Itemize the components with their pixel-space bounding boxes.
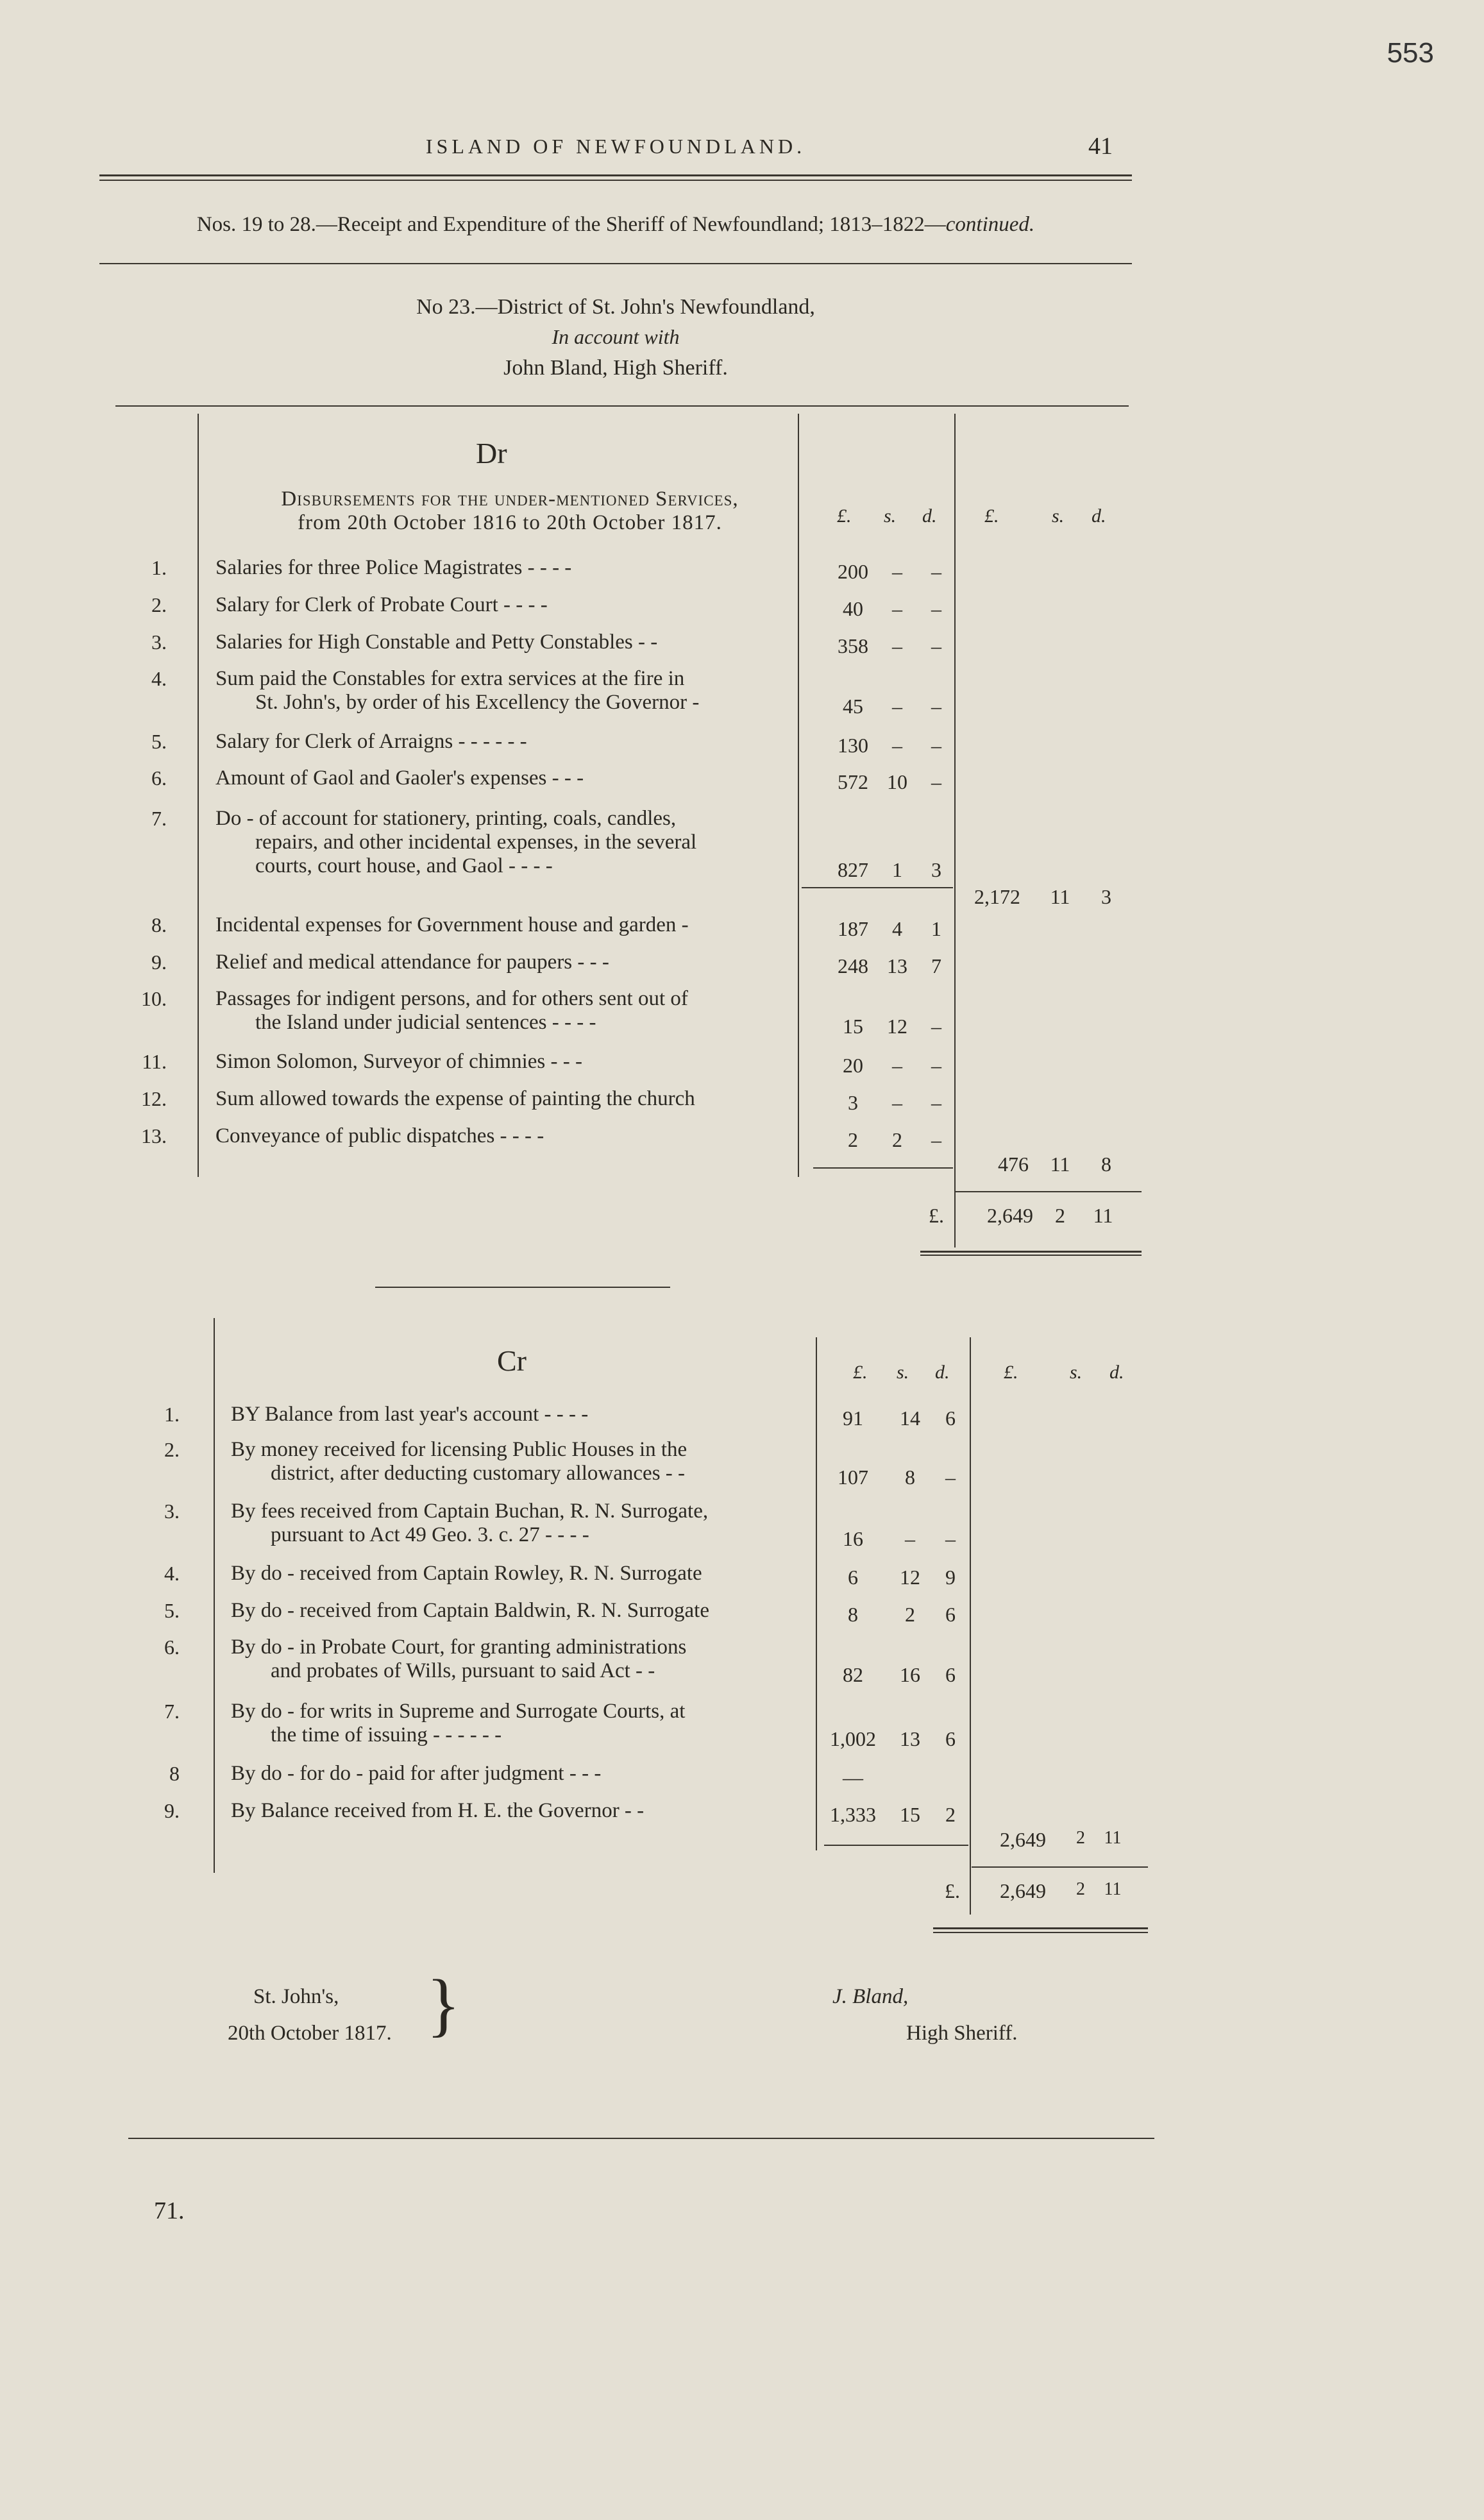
credit-row-1-description	[231, 1403, 808, 1426]
debit-desc-header-2: from 20th October 1816 to 20th October 1817.	[298, 511, 722, 534]
credit-row-6-description	[231, 1636, 808, 1683]
debit-row-2-description	[215, 593, 793, 617]
credit-row-7-line-2: the time of issuing - - - - - -	[271, 1723, 502, 1746]
credit-row-3-line-2: pursuant to Act 49 Geo. 3. c. 27 - - - -	[271, 1523, 589, 1546]
credit-row-6-s: 16	[900, 1663, 920, 1686]
credit-row-3-line-1: By fees received from Captain Buchan, R. N. Surrogate,	[231, 1500, 709, 1523]
debit-row-11-line-1: Simon Solomon, Surveyor of chimnies - - -	[215, 1050, 582, 1073]
credit-row-4-l: 6	[848, 1566, 858, 1589]
debit-row-8-d: 1	[931, 917, 941, 940]
credit-row-6-line-1: By do - in Probate Court, for granting administrations	[231, 1636, 687, 1659]
credit-row-2-number: 2.	[164, 1438, 180, 1461]
debit-col-d2: d.	[1092, 505, 1106, 527]
bottom-rule	[128, 2138, 1154, 2139]
credit-row-1-d: 6	[945, 1407, 956, 1430]
debit-total-l: 2,649	[987, 1204, 1033, 1227]
credit-row-1-l: 91	[843, 1407, 863, 1430]
credit-row-8-l: —	[843, 1766, 863, 1789]
credit-row-8-number: 8	[169, 1762, 180, 1785]
debit-row-10-number: 10.	[141, 987, 167, 1010]
debit-row-12-d: –	[931, 1091, 941, 1114]
debit-col-s: s.	[884, 505, 897, 527]
credit-row-9-l: 1,333	[830, 1803, 876, 1826]
credit-row-4-number: 4.	[164, 1562, 180, 1585]
credit-row-4-d: 9	[945, 1566, 956, 1589]
debit-vline-right	[954, 414, 956, 1247]
debit-row-2-l: 40	[843, 597, 863, 620]
debit-row-10-l: 15	[843, 1015, 863, 1038]
debit-row-2-s: –	[892, 597, 902, 620]
credit-subtotal-s: 2	[1076, 1828, 1085, 1848]
debit-row-8-description	[215, 913, 793, 937]
debit-rule-b	[813, 1167, 953, 1169]
sig-title: High Sheriff.	[906, 2022, 1018, 2045]
credit-col-s: s.	[897, 1362, 909, 1383]
debit-row-7-line-1: Do - of account for stationery, printing, coals, candles,	[215, 807, 677, 830]
debit-row-2-d: –	[931, 597, 941, 620]
credit-row-2-line-1: By money received for licensing Public Houses in the	[231, 1438, 687, 1461]
debit-row-7-l: 827	[838, 858, 868, 881]
credit-col-s2: s.	[1070, 1362, 1083, 1383]
head-rule-2	[99, 180, 1132, 181]
credit-row-1-s: 14	[900, 1407, 920, 1430]
credit-row-8-line-1: By do - for do - paid for after judgment - - -	[231, 1762, 602, 1785]
credit-row-9-line-1: By Balance received from H. E. the Governor - -	[231, 1799, 645, 1822]
account-line-3: John Bland, High Sheriff.	[503, 356, 728, 380]
debit-subtotal2-l: 476	[998, 1153, 1029, 1176]
debit-row-10-line-1: Passages for indigent persons, and for others sent out of	[215, 987, 688, 1010]
credit-row-7-number: 7.	[164, 1700, 180, 1723]
account-rule	[115, 405, 1129, 407]
credit-total-rule-2	[933, 1932, 1148, 1933]
credit-row-7-line-1: By do - for writs in Supreme and Surrogate Courts, at	[231, 1700, 686, 1723]
debit-row-5-s: –	[892, 734, 902, 757]
credit-total-l: 2,649	[1000, 1879, 1046, 1902]
debit-total-rule-1	[920, 1251, 1142, 1253]
credit-col-d2: d.	[1109, 1362, 1124, 1383]
debit-row-8-line-1: Incidental expenses for Government house and garden -	[215, 913, 689, 936]
credit-subtotal-d: 11	[1104, 1828, 1122, 1848]
credit-row-9-d: 2	[945, 1803, 956, 1826]
credit-vline-right	[970, 1337, 971, 1915]
debit-subtotal2-s: 11	[1050, 1153, 1070, 1176]
credit-row-2-line-2: district, after deducting customary allowances - -	[271, 1462, 686, 1485]
credit-row-2-s: 8	[905, 1466, 915, 1489]
credit-vline-left	[214, 1318, 215, 1873]
credit-row-5-s: 2	[905, 1603, 915, 1626]
debit-row-9-s: 13	[887, 954, 907, 977]
credit-row-7-s: 13	[900, 1727, 920, 1750]
credit-row-5-d: 6	[945, 1603, 956, 1626]
credit-row-2-d: –	[945, 1466, 956, 1489]
debit-row-2-line-1: Salary for Clerk of Probate Court - - - -	[215, 593, 548, 616]
debit-row-13-number: 13.	[141, 1124, 167, 1147]
debit-row-11-description	[215, 1050, 793, 1074]
debit-rule-c	[956, 1191, 1142, 1192]
debit-row-4-description	[215, 667, 793, 715]
credit-row-6-number: 6.	[164, 1636, 180, 1659]
credit-col-l2: £.	[1004, 1362, 1018, 1383]
debit-total-label: £.	[929, 1204, 944, 1227]
footnote-mark: 71.	[154, 2197, 185, 2224]
credit-row-3-description	[231, 1500, 808, 1547]
credit-row-3-s: –	[905, 1527, 915, 1550]
account-line-1: No 23.—District of St. John's Newfoundland,	[416, 295, 815, 319]
debit-row-6-line-1: Amount of Gaol and Gaoler's expenses - - -	[215, 766, 584, 790]
debit-row-4-s: –	[892, 695, 902, 718]
debit-row-6-number: 6.	[151, 766, 167, 790]
debit-row-9-d: 7	[931, 954, 941, 977]
table-subtitle	[96, 213, 1135, 237]
credit-row-4-s: 12	[900, 1566, 920, 1589]
head-rule-1	[99, 174, 1132, 176]
debit-row-1-l: 200	[838, 560, 868, 583]
credit-row-5-l: 8	[848, 1603, 858, 1626]
debit-row-4-d: –	[931, 695, 941, 718]
credit-rule-a	[824, 1845, 968, 1846]
debit-row-5-d: –	[931, 734, 941, 757]
debit-row-3-d: –	[931, 634, 941, 657]
debit-total-d: 11	[1093, 1204, 1113, 1227]
sig-name: J. Bland,	[832, 1985, 909, 2008]
debit-row-12-number: 12.	[141, 1087, 167, 1110]
credit-total-d: 11	[1104, 1879, 1122, 1899]
debit-row-7-s: 1	[892, 858, 902, 881]
debit-row-12-s: –	[892, 1091, 902, 1114]
credit-col-l: £.	[853, 1362, 868, 1383]
credit-total-label: £.	[945, 1879, 960, 1902]
debit-row-3-line-1: Salaries for High Constable and Petty Constables - -	[215, 630, 658, 654]
debit-row-4-line-1: Sum paid the Constables for extra services at the fire in	[215, 667, 685, 690]
credit-row-3-l: 16	[843, 1527, 863, 1550]
debit-row-12-description	[215, 1087, 793, 1111]
debit-row-13-description	[215, 1124, 793, 1148]
subtitle-text: Nos. 19 to 28.—Receipt and Expenditure of the Sheriff of Newfoundland; 1813–1822—	[196, 213, 946, 236]
credit-row-9-description	[231, 1799, 808, 1823]
debit-row-4-line-2: St. John's, by order of his Excellency the Governor -	[255, 691, 700, 714]
debit-total-rule-2	[920, 1255, 1142, 1256]
debit-col-s2: s.	[1052, 505, 1065, 527]
credit-row-5-description	[231, 1599, 808, 1623]
credit-total-s: 2	[1076, 1879, 1085, 1899]
debit-heading: Dr	[476, 437, 507, 469]
debit-col-l2: £.	[984, 505, 999, 527]
debit-row-10-description	[215, 987, 793, 1035]
debit-desc-header-1: Disbursements for the under-mentioned Services,	[281, 487, 739, 511]
debit-row-11-l: 20	[843, 1054, 863, 1077]
credit-row-4-line-1: By do - received from Captain Rowley, R. N. Surrogate	[231, 1562, 702, 1585]
credit-row-1-number: 1.	[164, 1403, 180, 1426]
debit-row-1-line-1: Salaries for three Police Magistrates - - - -	[215, 556, 572, 579]
debit-row-6-description	[215, 766, 793, 790]
debit-subtotal1-d: 3	[1101, 885, 1111, 908]
debit-row-1-description	[215, 556, 793, 580]
credit-row-3-d: –	[945, 1527, 956, 1550]
debit-row-1-d: –	[931, 560, 941, 583]
debit-row-6-s: 10	[887, 770, 907, 793]
sig-date: 20th October 1817.	[228, 2022, 392, 2045]
debit-row-11-s: –	[892, 1054, 902, 1077]
debit-col-l: £.	[837, 505, 852, 527]
credit-row-2-description	[231, 1438, 808, 1485]
debit-row-3-l: 358	[838, 634, 868, 657]
debit-row-1-number: 1.	[151, 556, 167, 579]
debit-row-4-number: 4.	[151, 667, 167, 690]
debit-row-8-s: 4	[892, 917, 902, 940]
debit-row-9-l: 248	[838, 954, 868, 977]
debit-row-9-description	[215, 951, 793, 974]
debit-row-9-line-1: Relief and medical attendance for paupers - - -	[215, 951, 609, 974]
debit-row-7-number: 7.	[151, 807, 167, 830]
debit-row-3-description	[215, 630, 793, 654]
debit-desc-header	[228, 487, 792, 535]
debit-row-10-s: 12	[887, 1015, 907, 1038]
credit-heading: Cr	[497, 1344, 527, 1377]
debit-row-10-line-2: the Island under judicial sentences - - - -	[255, 1011, 596, 1034]
debit-row-5-description	[215, 730, 793, 754]
credit-col-d: d.	[935, 1362, 950, 1383]
sig-brace: }	[426, 1965, 460, 2043]
credit-row-8-description	[231, 1762, 808, 1786]
credit-rule-b	[972, 1866, 1148, 1868]
debit-row-1-s: –	[892, 560, 902, 583]
debit-row-3-number: 3.	[151, 630, 167, 654]
account-line-2: In account with	[552, 325, 680, 348]
debit-row-12-line-1: Sum allowed towards the expense of painting the church	[215, 1087, 695, 1110]
debit-row-5-l: 130	[838, 734, 868, 757]
debit-row-8-l: 187	[838, 917, 868, 940]
subtitle-rule	[99, 263, 1132, 264]
credit-row-6-d: 6	[945, 1663, 956, 1686]
debit-row-5-line-1: Salary for Clerk of Arraigns - - - - - -	[215, 730, 527, 753]
running-title: ISLAND OF NEWFOUNDLAND.	[425, 135, 806, 158]
credit-row-5-line-1: By do - received from Captain Baldwin, R. N. Surrogate	[231, 1599, 709, 1622]
credit-row-9-number: 9.	[164, 1799, 180, 1822]
subtitle-continued: continued.	[945, 213, 1035, 236]
credit-row-6-l: 82	[843, 1663, 863, 1686]
debit-row-13-l: 2	[848, 1128, 858, 1151]
debit-row-2-number: 2.	[151, 593, 167, 616]
debit-row-13-line-1: Conveyance of public dispatches - - - -	[215, 1124, 544, 1147]
debit-row-7-line-2: repairs, and other incidental expenses, in the several	[255, 831, 697, 854]
debit-row-6-l: 572	[838, 770, 868, 793]
debit-row-5-number: 5.	[151, 730, 167, 753]
credit-row-4-description	[231, 1562, 808, 1586]
debit-row-7-d: 3	[931, 858, 941, 881]
credit-row-9-s: 15	[900, 1803, 920, 1826]
credit-row-2-l: 107	[838, 1466, 868, 1489]
credit-row-5-number: 5.	[164, 1599, 180, 1622]
debit-subtotal1-l: 2,172	[974, 885, 1020, 908]
debit-row-12-l: 3	[848, 1091, 858, 1114]
debit-vline-left	[198, 414, 199, 1177]
section-divider	[375, 1287, 670, 1288]
credit-subtotal-l: 2,649	[1000, 1828, 1046, 1851]
credit-row-7-description	[231, 1700, 808, 1747]
sig-place: St. John's,	[253, 1985, 339, 2008]
credit-row-7-d: 6	[945, 1727, 956, 1750]
debit-row-7-description	[215, 807, 793, 878]
page-number: 553	[1387, 37, 1434, 69]
folio: 41	[1088, 133, 1113, 160]
credit-vline-mid	[816, 1337, 817, 1850]
debit-row-3-s: –	[892, 634, 902, 657]
credit-total-rule-1	[933, 1927, 1148, 1929]
debit-row-13-s: 2	[892, 1128, 902, 1151]
debit-vline-mid	[798, 414, 799, 1177]
debit-row-8-number: 8.	[151, 913, 167, 936]
debit-subtotal1-s: 11	[1050, 885, 1070, 908]
debit-row-9-number: 9.	[151, 951, 167, 974]
debit-row-4-l: 45	[843, 695, 863, 718]
debit-subtotal2-d: 8	[1101, 1153, 1111, 1176]
debit-rule-a	[802, 887, 953, 888]
debit-total-s: 2	[1055, 1204, 1065, 1227]
debit-row-10-d: –	[931, 1015, 941, 1038]
credit-row-7-l: 1,002	[830, 1727, 876, 1750]
debit-row-13-d: –	[931, 1128, 941, 1151]
credit-row-6-line-2: and probates of Wills, pursuant to said Act - -	[271, 1659, 655, 1682]
debit-row-11-d: –	[931, 1054, 941, 1077]
debit-row-11-number: 11.	[142, 1050, 167, 1073]
credit-row-3-number: 3.	[164, 1500, 180, 1523]
debit-col-d: d.	[922, 505, 937, 527]
credit-row-1-line-1: BY Balance from last year's account - - - -	[231, 1403, 589, 1426]
running-head	[99, 135, 1132, 158]
debit-row-6-d: –	[931, 770, 941, 793]
debit-row-7-line-3: courts, court house, and Gaol - - - -	[255, 854, 553, 877]
